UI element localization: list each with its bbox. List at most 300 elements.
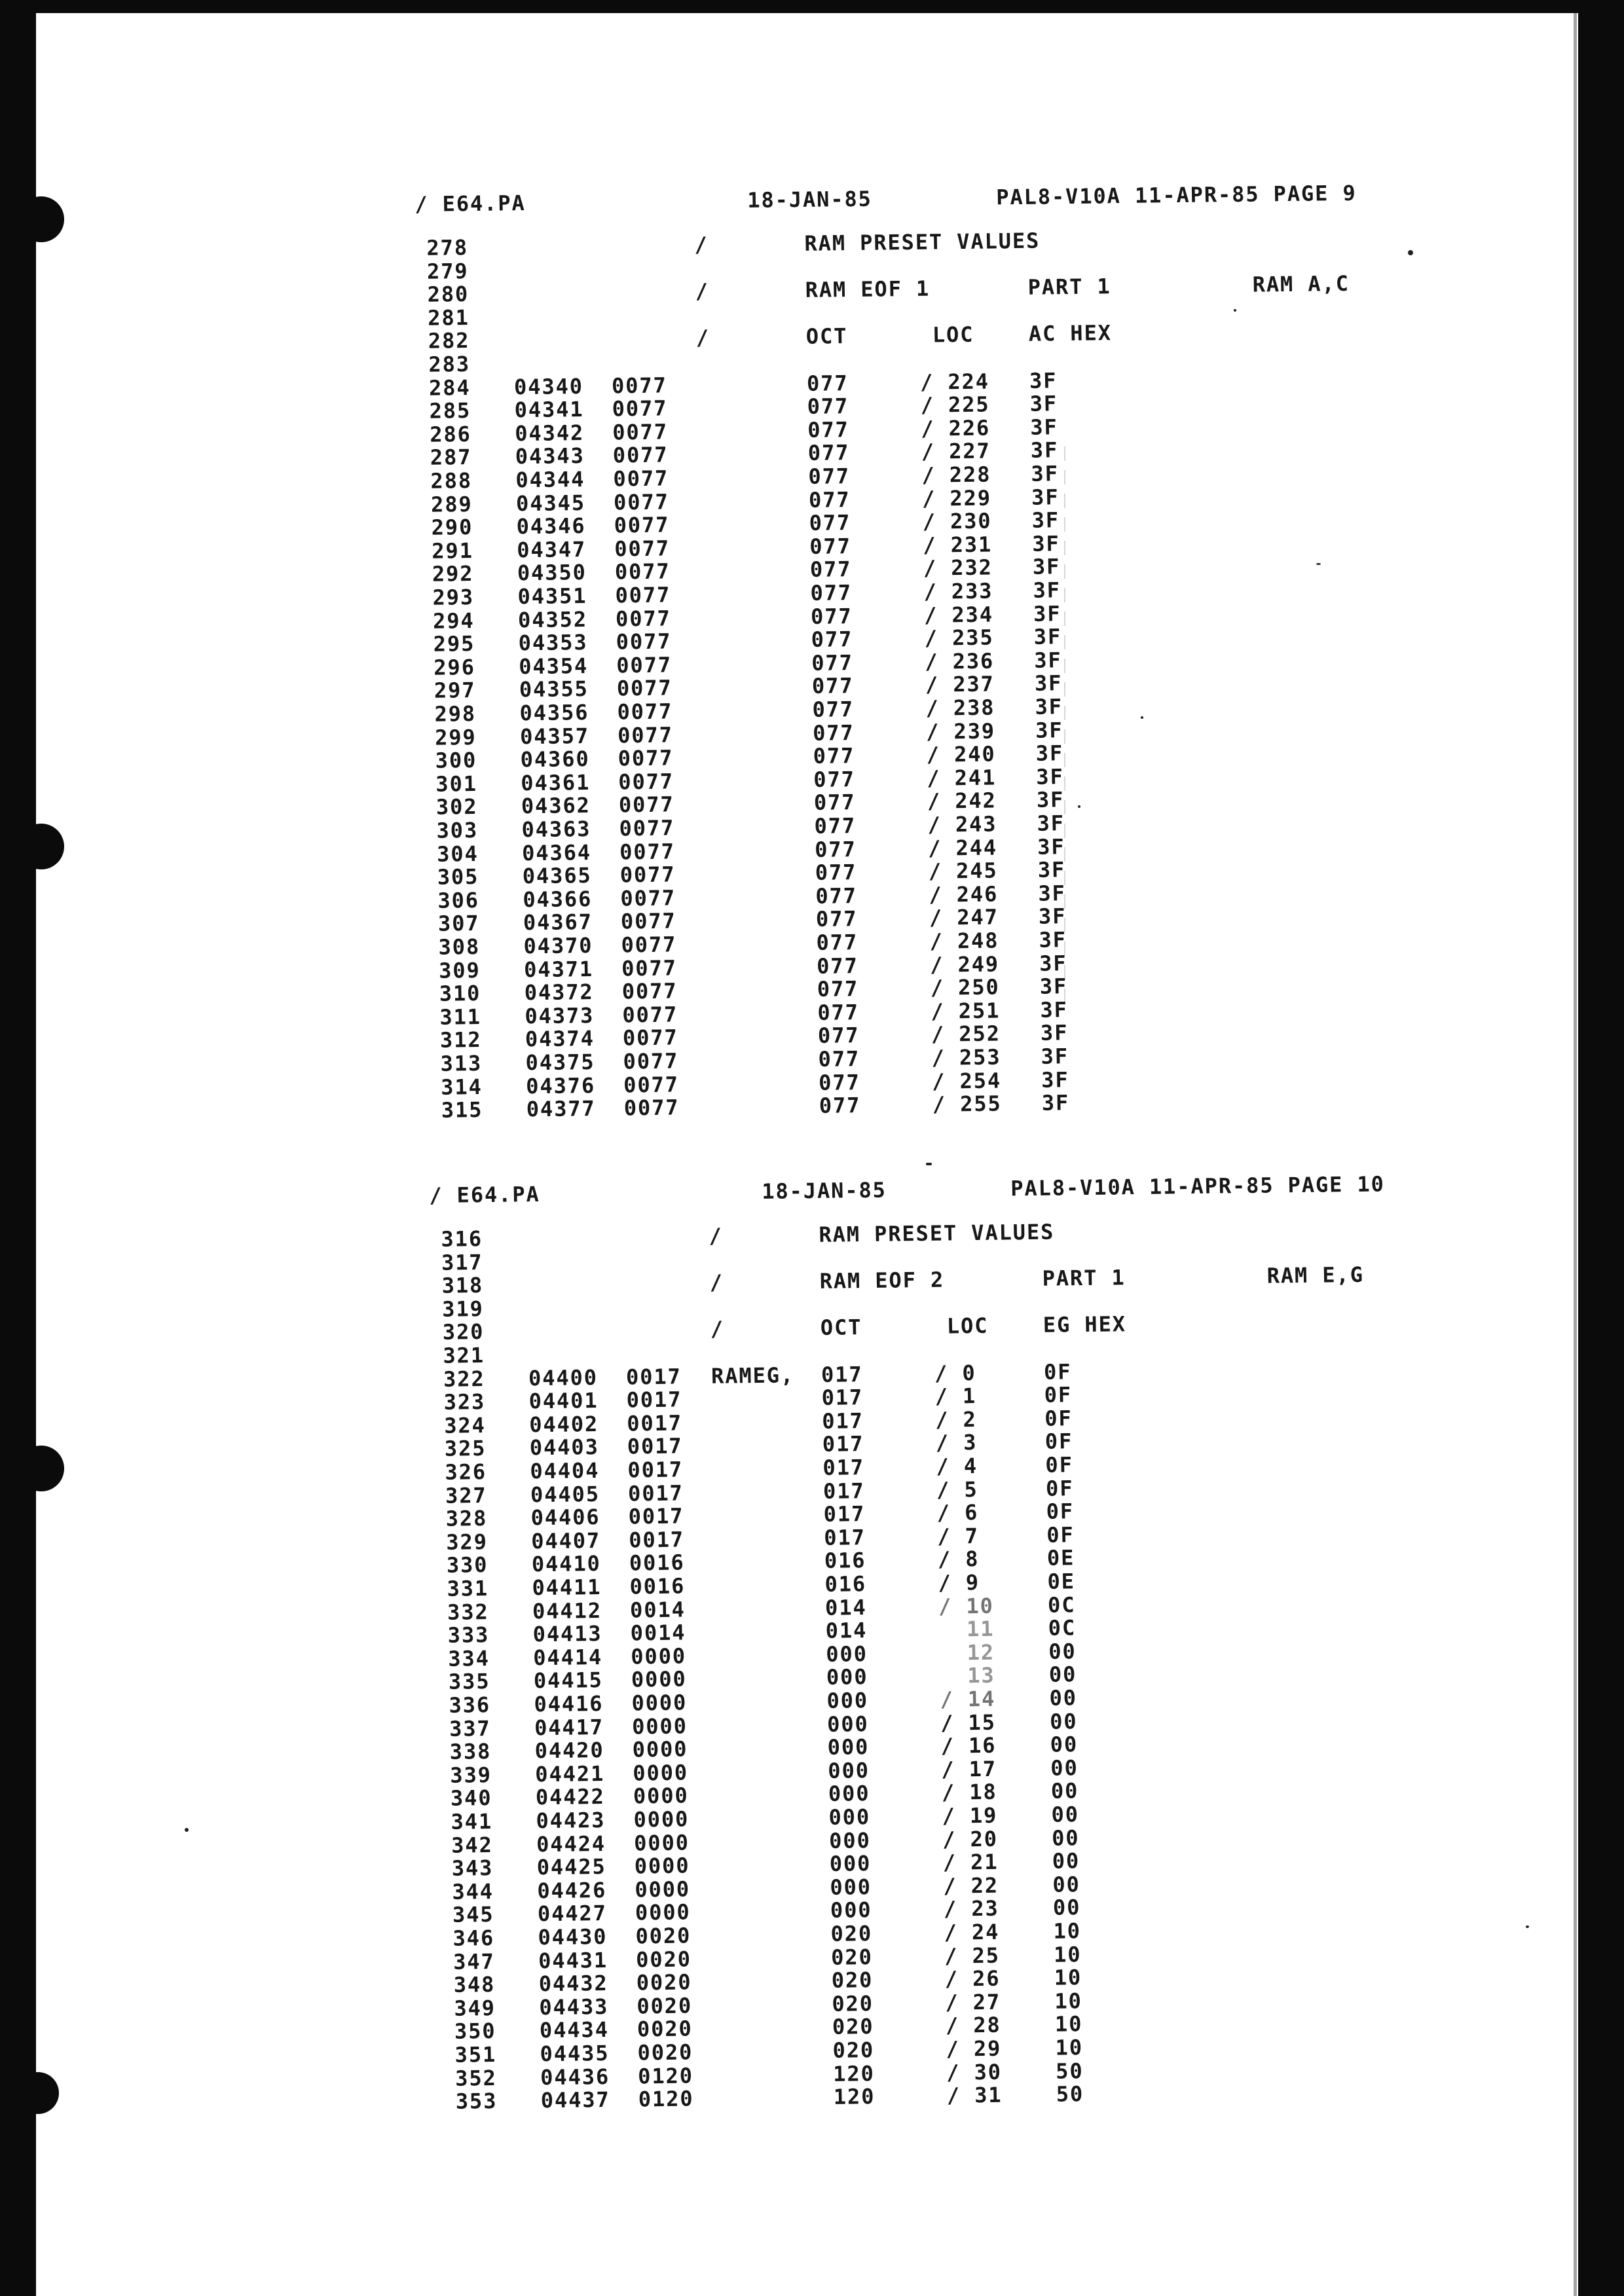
address: 04427 <box>537 1901 608 1927</box>
source-field: RAM PRESET VALUES <box>819 1219 1055 1247</box>
line-number: 294 <box>432 608 475 634</box>
scan-speck <box>1526 1925 1529 1928</box>
line-number: 345 <box>452 1902 494 1928</box>
source-field: 077 <box>815 883 858 909</box>
page-header-date: 18-JAN-85 <box>761 1177 887 1204</box>
hex-comment: 50 <box>1055 2058 1084 2084</box>
source-field: 017 <box>821 1385 864 1411</box>
address: 04415 <box>533 1667 604 1694</box>
loc-comment: / 15 <box>940 1709 997 1736</box>
address: 04424 <box>536 1831 606 1857</box>
address: 04432 <box>538 1971 608 1997</box>
scan-speck <box>926 1163 932 1165</box>
loc-comment: / 247 <box>929 904 999 931</box>
line-number: 326 <box>445 1459 487 1485</box>
label-field: / <box>695 278 710 304</box>
hex-comment: PART 1 <box>1027 274 1111 300</box>
source-field: 017 <box>822 1478 865 1504</box>
hex-comment: 0F <box>1045 1475 1074 1501</box>
loc-comment: / 31 <box>946 2082 1003 2108</box>
loc-comment: / 248 <box>929 928 999 954</box>
address: 04417 <box>534 1714 604 1740</box>
contents: 0000 <box>631 1713 688 1740</box>
line-number: 286 <box>429 421 472 447</box>
line-number: 291 <box>431 538 474 564</box>
address: 04365 <box>522 863 592 889</box>
loc-comment: / 14 <box>940 1686 996 1712</box>
source-field: 077 <box>808 464 851 489</box>
line-number: 305 <box>437 864 479 890</box>
source-field: 077 <box>815 906 858 932</box>
address: 04434 <box>539 2017 610 2043</box>
loc-comment: / 6 <box>936 1500 979 1525</box>
page-header-file: / E64.PA <box>428 1181 540 1208</box>
line-number: 307 <box>437 911 480 937</box>
loc-comment: / 30 <box>946 2059 1003 2085</box>
source-field: 000 <box>828 1804 871 1830</box>
hex-comment: 00 <box>1052 1895 1081 1921</box>
contents: 0120 <box>638 2086 694 2112</box>
hex-comment: 50 <box>1056 2081 1084 2107</box>
hex-comment: 3F <box>1036 764 1065 790</box>
loc-comment: / 18 <box>941 1779 997 1806</box>
contents: 0077 <box>616 629 672 655</box>
address: 04375 <box>525 1049 595 1076</box>
source-field: 000 <box>829 1851 872 1877</box>
source-field: 077 <box>813 766 856 792</box>
line-number: 340 <box>450 1785 492 1812</box>
hex-comment: 00 <box>1050 1732 1079 1757</box>
loc-comment: 11 <box>938 1616 995 1642</box>
hex-comment: 0C <box>1047 1592 1076 1618</box>
source-field: 077 <box>811 673 854 699</box>
source-field: 017 <box>823 1524 866 1550</box>
source-field: 020 <box>832 1990 874 2016</box>
address: 04407 <box>530 1527 601 1554</box>
line-number: 301 <box>435 771 478 797</box>
contents: 0077 <box>617 722 674 748</box>
loc-heading: LOC <box>946 1313 989 1339</box>
address: 04431 <box>538 1947 608 1973</box>
line-number: 290 <box>431 515 473 540</box>
address: 04400 <box>528 1364 599 1391</box>
contents: 0077 <box>623 1072 680 1098</box>
hex-comment: 0F <box>1044 1382 1073 1408</box>
source-field: 016 <box>824 1571 867 1597</box>
hex-comment: 3F <box>1038 881 1067 906</box>
loc-comment: / 250 <box>930 974 1000 1000</box>
address: 04413 <box>532 1621 602 1647</box>
line-number: 322 <box>443 1366 485 1392</box>
line-number: 343 <box>451 1855 494 1881</box>
contents: 0077 <box>614 536 671 562</box>
source-field: 000 <box>828 1781 870 1807</box>
source-field: 000 <box>826 1664 868 1690</box>
hex-comment: 00 <box>1048 1662 1077 1688</box>
hex-comment: 10 <box>1053 1918 1082 1944</box>
line-number: 336 <box>449 1692 491 1718</box>
address: 04411 <box>532 1574 602 1601</box>
line-number: 321 <box>443 1343 485 1368</box>
hex-comment: 3F <box>1033 624 1062 649</box>
punch-hole <box>18 196 64 242</box>
address: 04412 <box>532 1597 602 1624</box>
address: 04430 <box>538 1923 608 1950</box>
source-field: 077 <box>817 976 859 1002</box>
line-number: 284 <box>428 374 471 401</box>
source-field: 000 <box>826 1688 869 1713</box>
address: 04377 <box>526 1096 596 1122</box>
line-number: 353 <box>455 2088 498 2114</box>
line-number: 303 <box>436 818 479 843</box>
contents: 0000 <box>635 1876 691 1903</box>
hex-comment: 10 <box>1054 1988 1083 2014</box>
address: 04370 <box>523 932 593 959</box>
source-field: 077 <box>811 649 854 676</box>
address: 04373 <box>525 1002 595 1029</box>
source-field: 077 <box>811 627 853 653</box>
hex-comment: 3F <box>1037 811 1065 836</box>
scan-border-right <box>1578 0 1624 2296</box>
hex-comment: 3F <box>1039 974 1068 999</box>
source-field: RAM PRESET VALUES <box>804 228 1041 256</box>
contents: 0017 <box>626 1410 683 1436</box>
source-field: 014 <box>825 1618 868 1644</box>
source-field: OCT <box>820 1315 862 1341</box>
contents: 0000 <box>630 1643 687 1669</box>
hex-comment: 00 <box>1051 1802 1080 1827</box>
source-field: 000 <box>828 1757 870 1783</box>
loc-comment: / 10 <box>938 1593 995 1619</box>
paper-edge <box>1574 13 1577 2296</box>
page-header <box>429 1173 1399 1207</box>
hex-comment: 3F <box>1039 950 1067 976</box>
contents: 0077 <box>620 908 676 934</box>
loc-comment: / 253 <box>931 1044 1001 1070</box>
contents: 0077 <box>621 955 678 981</box>
contents: 0014 <box>630 1620 686 1646</box>
loc-comment: / 9 <box>938 1570 980 1595</box>
address: 04341 <box>514 397 584 423</box>
address: 04420 <box>534 1738 604 1764</box>
source-field: 017 <box>821 1408 864 1434</box>
source-field: 000 <box>826 1711 869 1737</box>
contents: 0077 <box>618 792 674 818</box>
hex-comment: 00 <box>1048 1639 1077 1664</box>
line-number: 283 <box>428 352 471 377</box>
contents: 0077 <box>619 839 676 865</box>
source-field: 020 <box>830 1921 873 1946</box>
label-field: / <box>710 1317 725 1342</box>
contents: 0077 <box>619 815 675 841</box>
line-number: 332 <box>447 1599 489 1625</box>
line-number: 311 <box>439 1004 482 1030</box>
loc-comment: / 8 <box>937 1546 980 1573</box>
loc-comment: / 236 <box>924 648 995 674</box>
source-field: 000 <box>827 1734 870 1760</box>
hex-comment: 3F <box>1039 927 1067 953</box>
loc-comment: / 232 <box>923 555 993 581</box>
address: 04362 <box>521 793 591 819</box>
hex-comment: 0E <box>1047 1569 1076 1594</box>
hex-comment: 3F <box>1031 484 1060 510</box>
source-field: 020 <box>832 2037 875 2063</box>
hex-comment: 3F <box>1041 1066 1069 1093</box>
loc-comment: / 246 <box>929 881 999 907</box>
line-number: 316 <box>441 1226 483 1252</box>
address: 04354 <box>518 653 589 680</box>
contents: 0077 <box>614 558 671 585</box>
hex-comment: 3F <box>1035 717 1063 743</box>
page-header-date: 18-JAN-85 <box>747 186 873 213</box>
address: 04352 <box>517 606 588 632</box>
source-field: 077 <box>810 580 853 606</box>
label-field: / <box>695 325 710 351</box>
line-number: 299 <box>434 724 477 750</box>
source-field: 017 <box>821 1361 863 1387</box>
hex-comment: 3F <box>1041 1044 1069 1069</box>
hex-comment: 3F <box>1033 647 1062 673</box>
line-number: 289 <box>430 491 473 517</box>
loc-heading: LOC <box>932 322 974 348</box>
hex-comment: 3F <box>1040 997 1069 1023</box>
hex-comment: EG HEX <box>1043 1311 1127 1338</box>
line-number: 314 <box>440 1074 483 1100</box>
line-number: 348 <box>453 1972 496 1997</box>
contents: 0120 <box>637 2063 694 2089</box>
contents: 0017 <box>627 1433 683 1459</box>
line-number: 280 <box>427 282 470 307</box>
line-number: 309 <box>438 957 481 983</box>
line-number: 344 <box>452 1878 494 1904</box>
loc-comment: / 229 <box>921 485 992 511</box>
address: 04403 <box>529 1434 600 1461</box>
source-field: 077 <box>809 510 851 536</box>
source-field: 020 <box>832 2014 874 2040</box>
punch-hole <box>17 2072 59 2114</box>
loc-comment: / 239 <box>925 718 996 744</box>
label-field: / <box>709 1223 723 1248</box>
loc-comment: / 19 <box>942 1802 998 1829</box>
contents: 0000 <box>631 1690 688 1716</box>
address: 04421 <box>535 1760 605 1787</box>
line-number: 318 <box>441 1273 484 1298</box>
source-field: 077 <box>818 1069 861 1095</box>
source-field: OCT <box>805 323 848 350</box>
address: 04406 <box>530 1504 600 1531</box>
hex-comment: 3F <box>1031 507 1060 533</box>
hex-comment: 3F <box>1035 694 1063 720</box>
address: 04423 <box>536 1807 606 1834</box>
hex-comment: 3F <box>1037 833 1065 860</box>
contents: 0000 <box>631 1666 687 1692</box>
address: 04410 <box>531 1551 602 1577</box>
line-number: 351 <box>454 2042 497 2068</box>
line-number: 295 <box>433 631 475 657</box>
address: 04374 <box>525 1026 595 1052</box>
loc-comment: / 251 <box>931 998 1001 1024</box>
line-number: 327 <box>445 1482 487 1508</box>
loc-comment: / 235 <box>924 625 994 651</box>
hex-comment: 00 <box>1049 1708 1078 1734</box>
contents: 0077 <box>621 978 678 1004</box>
loc-comment: 12 <box>938 1639 995 1666</box>
address: 04437 <box>540 2087 610 2113</box>
contents: 0020 <box>637 1993 693 2019</box>
punch-hole <box>18 1446 64 1491</box>
loc-comment: / 230 <box>922 508 992 534</box>
hex-comment: 0F <box>1046 1499 1075 1524</box>
address: 04343 <box>515 443 585 469</box>
loc-comment: / 238 <box>925 695 995 721</box>
loc-comment: / 5 <box>936 1476 978 1503</box>
contents: 0077 <box>622 1025 678 1051</box>
address: 04402 <box>528 1411 599 1438</box>
source-field: 000 <box>828 1827 871 1853</box>
hex-comment: 3F <box>1033 577 1061 603</box>
address: 04355 <box>519 676 589 702</box>
page-header <box>415 181 1384 216</box>
line-number: 300 <box>435 748 477 773</box>
source-field: 077 <box>817 1023 860 1049</box>
source-field: 077 <box>812 697 855 722</box>
contents: 0020 <box>637 2039 693 2066</box>
hex-comment: 3F <box>1041 1090 1070 1116</box>
loc-comment: / 233 <box>923 578 993 604</box>
source-field: 017 <box>822 1455 865 1480</box>
contents: 0017 <box>627 1457 684 1483</box>
source-field: 077 <box>816 953 859 979</box>
source-field: RAM EOF 2 <box>819 1267 945 1294</box>
loc-comment: / 1 <box>934 1383 977 1409</box>
line-number: 312 <box>439 1027 482 1053</box>
hex-comment: 3F <box>1029 391 1058 416</box>
line-number: 330 <box>446 1552 489 1578</box>
hex-comment: 3F <box>1031 531 1060 556</box>
contents: 0020 <box>636 1969 692 1995</box>
loc-comment: / 27 <box>945 1989 1001 2015</box>
hex-comment: 00 <box>1049 1685 1078 1711</box>
address: 04371 <box>523 956 594 982</box>
contents: 0000 <box>635 1899 691 1925</box>
loc-comment: / 255 <box>932 1091 1002 1117</box>
address: 04401 <box>528 1388 599 1414</box>
page-header-assembler: PAL8-V10A 11-APR-85 PAGE 9 <box>995 180 1357 210</box>
address: 04363 <box>521 816 591 843</box>
line-number: 329 <box>445 1529 489 1555</box>
line-number: 350 <box>454 2018 496 2045</box>
source-field: 077 <box>818 1046 860 1072</box>
line-number: 297 <box>434 678 476 704</box>
line-number: 292 <box>432 561 474 587</box>
line-number: 341 <box>451 1809 493 1834</box>
hex-comment: 0F <box>1043 1358 1072 1385</box>
source-field: 120 <box>833 2084 876 2110</box>
loc-comment: / 227 <box>921 438 991 465</box>
loc-comment: / 0 <box>934 1360 976 1386</box>
address: 04405 <box>530 1481 600 1507</box>
line-number: 328 <box>445 1506 488 1531</box>
hex-comment: 10 <box>1054 2011 1083 2037</box>
address: 04436 <box>540 2064 610 2090</box>
hex-comment: 3F <box>1029 367 1058 393</box>
loc-comment: / 26 <box>944 1965 1001 1992</box>
contents: 0077 <box>623 1048 679 1074</box>
contents: 0017 <box>626 1387 682 1413</box>
line-number: 352 <box>454 2065 498 2091</box>
contents: 0016 <box>629 1550 685 1576</box>
source-field: 077 <box>807 416 850 443</box>
line-number: 335 <box>448 1669 490 1695</box>
contents: 0017 <box>627 1480 684 1506</box>
address: 04351 <box>517 583 587 610</box>
loc-comment: / 3 <box>935 1430 978 1456</box>
address: 04366 <box>523 886 593 913</box>
hex-comment: 00 <box>1050 1778 1079 1804</box>
hex-comment: 3F <box>1036 787 1065 813</box>
loc-comment: / 242 <box>927 788 997 814</box>
address: 04350 <box>517 560 587 586</box>
contents: 0077 <box>612 395 668 422</box>
address: 04416 <box>534 1690 604 1717</box>
source-field: 077 <box>809 556 852 583</box>
hex-comment: 0F <box>1044 1429 1073 1455</box>
contents: 0077 <box>621 932 677 958</box>
line-number: 333 <box>447 1622 490 1648</box>
source-field: 016 <box>824 1548 866 1574</box>
loc-comment: / 231 <box>922 532 993 558</box>
address: 04342 <box>514 420 585 446</box>
line-number: 349 <box>454 1995 496 2021</box>
line-number: 279 <box>426 258 469 284</box>
contents: 0077 <box>616 675 673 701</box>
contents: 0000 <box>634 1853 690 1879</box>
loc-comment: / 28 <box>945 2013 1001 2039</box>
hex-comment: 3F <box>1031 461 1060 486</box>
address: 04357 <box>519 723 590 749</box>
loc-comment: / 29 <box>946 2035 1002 2062</box>
hex-comment: AC HEX <box>1028 320 1113 347</box>
hex-comment: 3F <box>1033 600 1061 627</box>
source-field: 077 <box>814 813 857 839</box>
contents: 0000 <box>632 1736 688 1762</box>
source-field: 077 <box>816 930 858 955</box>
contents: 0077 <box>616 652 673 678</box>
source-field: 000 <box>825 1641 868 1667</box>
scan-border-top <box>0 0 1624 13</box>
line-number: 310 <box>439 981 481 1006</box>
contents: 0020 <box>637 2016 693 2042</box>
contents: 0017 <box>625 1364 682 1390</box>
hex-comment: 3F <box>1040 1020 1069 1046</box>
line-number: 296 <box>433 654 476 680</box>
loc-comment: / 249 <box>929 951 1000 977</box>
address: 04433 <box>539 1994 609 2020</box>
label-field: / <box>694 232 709 257</box>
hex-comment: 00 <box>1052 1872 1081 1897</box>
source-field: 000 <box>830 1897 872 1923</box>
loc-comment: / 228 <box>921 462 991 488</box>
line-number: 304 <box>436 841 479 867</box>
address: 04426 <box>537 1877 607 1904</box>
address: 04376 <box>525 1072 596 1099</box>
contents: 0000 <box>633 1830 690 1856</box>
hex-comment: 3F <box>1030 437 1059 464</box>
hex-comment: 3F <box>1029 414 1058 440</box>
hex-comment: 3F <box>1038 903 1067 930</box>
contents: 0077 <box>623 1095 680 1121</box>
loc-comment: 13 <box>939 1663 995 1689</box>
